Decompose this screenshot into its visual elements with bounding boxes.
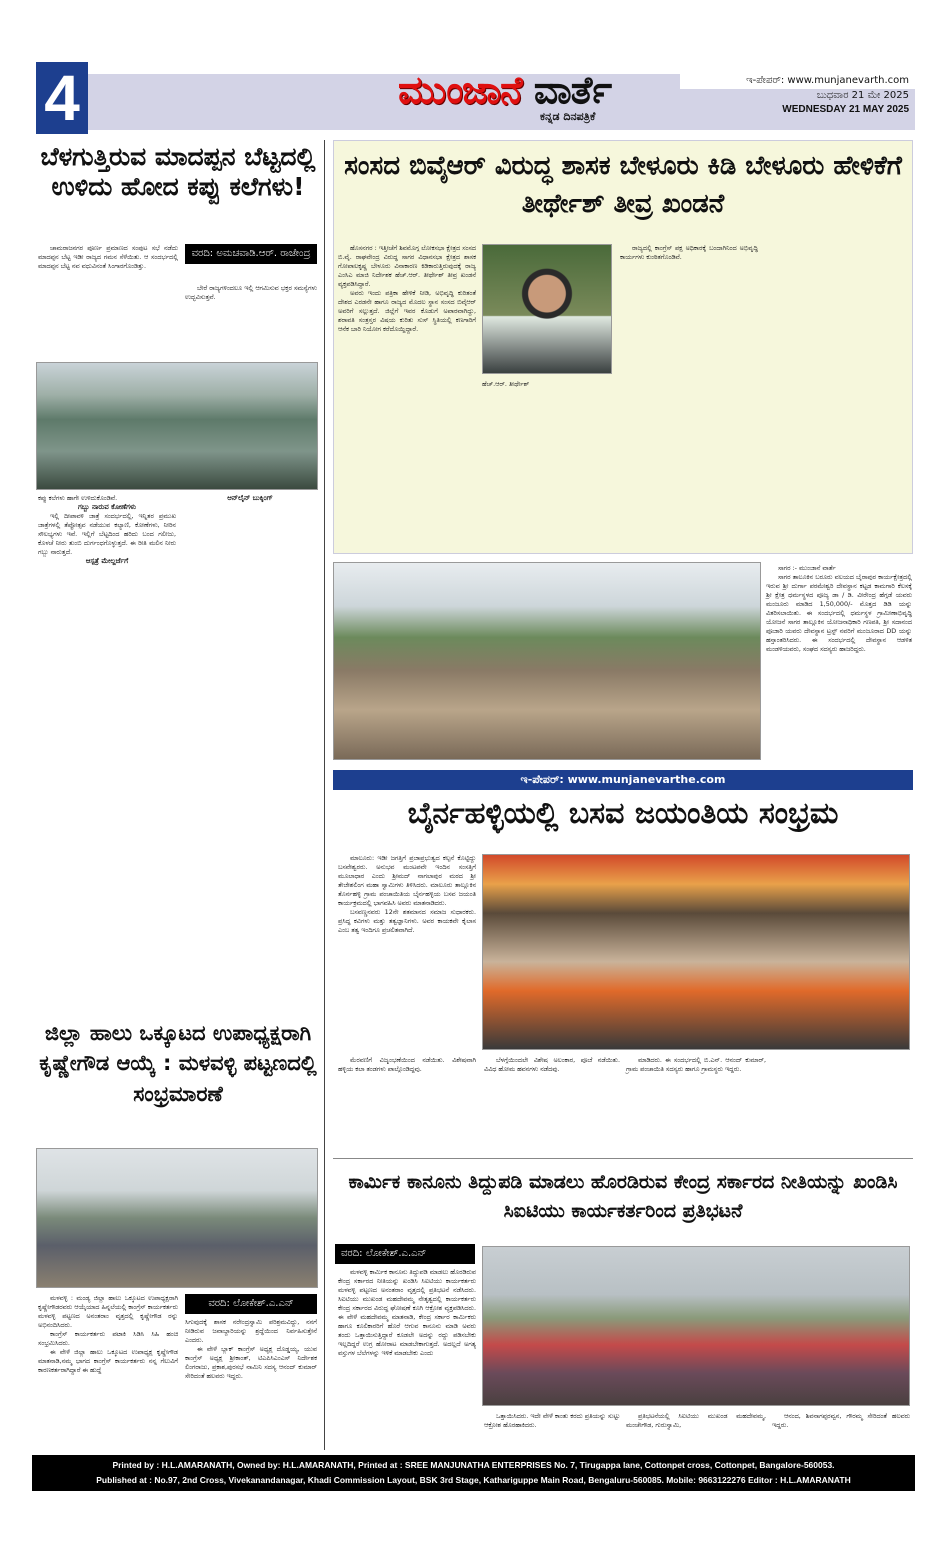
paragraph: ಪ್ರತಿಭಟನೆಯಲ್ಲಿ ಸಿಐಟಿಯು ಮುಖಂಡ ಮಹದೇವಮ್ಮ, ಮಂಚೇಗೌಡ, ಗುರುಸ್ವಾಮಿ, bbox=[626, 1412, 766, 1429]
article6-headline: ಕಾರ್ಮಿಕ ಕಾನೂನು ತಿದ್ದುಪಡಿ ಮಾಡಲು ಹೊರಡಿರುವ ಕೇಂದ್ರ ಸರ್ಕಾರದ ನೀತಿಯನ್ನು ಖಂಡಿಸಿ ಸಿಐಟಿಯು ಕಾರ್ಯಕರ್ತರಿಂದ ಪ್ರತಿಭಟನೆ bbox=[348, 1171, 898, 1222]
article4-col1 bbox=[338, 854, 476, 935]
protest-photo bbox=[482, 1246, 910, 1406]
subheading: ಆನ್‌ಲೈನ್ ಬುಕ್ಕಿಂಗ್ bbox=[227, 494, 273, 502]
imprint-line-1: Printed by : H.L.AMARANATH, Owned by: H.L.AMARANATH, Printed at : SREE MANJUNATHA ENTERPRISES No. 7, Tirugappa lane, Cottonpet cross, Cottonpet, Bangalore-560053. bbox=[112, 1460, 835, 1470]
date-kannada: ಬುಧವಾರ 21 ಮೇ 2025 bbox=[816, 90, 909, 101]
paragraph: ಮಾಡಿದರು. ಈ ಸಂದರ್ಭದಲ್ಲಿ ಬಿ.ಎನ್. ಆನಂದ್ ಕುಮಾರ್, ಗ್ರಾಮ ಪಂಚಾಯಿತಿ ಸದಸ್ಯರು ಹಾಗೂ ಗ್ರಾಮಸ್ಥರು ಇದ್ದರು. bbox=[626, 1056, 766, 1073]
paragraph: ಒತ್ತಾಯಿಸಿದರು. ಇದೇ ವೇಳೆ ಕಾಂತು ಕರದು ಪ್ರತಿಯನ್ನು ಸುಟ್ಟು ಆಕ್ರೋಶ ಹೊರಹಾಕಿದರು. bbox=[484, 1412, 620, 1429]
article4-col3 bbox=[626, 1056, 766, 1074]
article3-text bbox=[766, 564, 912, 654]
article6-col4 bbox=[772, 1412, 910, 1430]
page-number: 4 bbox=[36, 62, 88, 134]
article6-col2 bbox=[484, 1412, 620, 1430]
logo-black: ವಾರ್ತೆ bbox=[533, 68, 612, 112]
epaper-link[interactable]: ಇ-ಪೇಪರ್: www.munjanevarth.com bbox=[680, 73, 915, 89]
article1-intro bbox=[38, 244, 178, 271]
article1-col1 bbox=[38, 494, 176, 566]
article5-byline: ವರದಿ: ಲೋಕೇಶ್.ಎ.ಎನ್ bbox=[185, 1294, 317, 1314]
epaper-divider[interactable]: ಇ-ಪೇಪರ್: www.munjanevarthe.com bbox=[333, 770, 913, 790]
paragraph: ಮಾಲೂರು: ಇಡೀ ಜಗತ್ತಿಗೆ ಪ್ರಜಾಪ್ರಭುತ್ವದ ಕಲ್ಪನೆ ಕೊಟ್ಟಿದ್ದು ಬಸವೇಶ್ವರರು. ಅನುಭವ ಮಂಟಪವೇ ಇಂದಿನ ಸಂಸತ್ತಿಗೆ ಮೂಲಾಧಾರ ಎಂದು ಶ್ರೀಮದ್ ನಾಗಲಾಪುರ ಮಠದ ಶ್ರೀ ತೇಜೇಶಲಿಂಗ ಮಹಾ ಸ್ವಾಮಿಗಳು ತಿಳಿಸಿದರು. ಮಾಲೂರು ತಾಲ್ಲೂಕಿನ ತೊರ್ನಹಳ್ಳಿ ಗ್ರಾಮ ಪಂಚಾಯಿತಿಯ ಬೈರ್ನಹಳ್ಳಿಯ ಬಸವ ಜಯಂತಿ ಕಾರ್ಯಕ್ರಮದಲ್ಲಿ ಭಾಗವಹಿಸಿ ಅವರು ಮಾತನಾಡಿದರು. bbox=[338, 854, 476, 907]
article4-headline: ಬೈರ್ನಹಳ್ಳಿಯಲ್ಲಿ ಬಸವ ಜಯಂತಿಯ ಸಂಭ್ರಮ bbox=[407, 796, 839, 831]
logo-red: ಮುಂಜಾನೆ bbox=[398, 68, 522, 112]
article1-headline: ಬೆಳಗುತ್ತಿರುವ ಮಾದಪ್ಪನ ಬೆಟ್ಟದಲ್ಲಿ ಉಳಿದು ಹೋದ ಕಪ್ಪು ಕಲೆಗಳು! bbox=[40, 142, 316, 201]
felicitation-photo bbox=[36, 1148, 318, 1288]
article5-col2 bbox=[185, 1318, 317, 1381]
article4-col2 bbox=[484, 1056, 620, 1074]
paragraph: ರಾಜ್ಯದಲ್ಲಿ ಕಾಂಗ್ರೆಸ್ ಪಕ್ಷ ಅಧಿಕಾರಕ್ಕೆ ಬಂದಾಗಿನಿಂದ ಅಭಿವೃದ್ಧಿ ಕಾರ್ಯಗಳು ಕುಂಠಿತಗೊಂಡಿವೆ. bbox=[620, 244, 758, 261]
paragraph: ಸಿಗುವುದಕ್ಕೆ ಶಾಸಕ ನರೇಂದ್ರಸ್ವಾಮಿ ಪರಿಶ್ರಮವಿದ್ದು, ನನಗೆ ನೀಡಿರುವ ಜವಾಬ್ದಾರಿಯನ್ನು ಶ್ರದ್ಧೆಯಿಂದ ನಿರ್ವಹಿಸುತ್ತೇನೆ ಎಂದರು. bbox=[185, 1318, 317, 1344]
paragraph: ಬೇರೆ ರಾಜ್ಯಗಳಿಂದಲೂ ಇಲ್ಲಿ ಆಗಮಿಸುವ ಭಕ್ತರ ಸಮಸ್ಯೆಗಳು ಉದ್ಭವಿಸುತ್ತವೆ. bbox=[185, 284, 317, 301]
temple-pond-photo bbox=[36, 362, 318, 490]
date-english: WEDNESDAY 21 MAY 2025 bbox=[782, 104, 909, 115]
article2-col2 bbox=[482, 380, 612, 389]
article6-col1 bbox=[338, 1268, 476, 1358]
article1-byline: ವರದಿ: ಅಮಚವಾಡಿ.ಆರ್. ರಾಜೇಂದ್ರ bbox=[185, 244, 317, 264]
article5-headline: ಜಿಲ್ಲಾ ಹಾಲು ಒಕ್ಕೂಟದ ಉಪಾಧ್ಯಕ್ಷರಾಗಿ ಕೃಷ್ಣೇಗೌಡ ಆಯ್ಕೆ : ಮಳವಳ್ಳಿ ಪಟ್ಟಣದಲ್ಲಿ ಸಂಭ್ರಮಾರಣೆ bbox=[39, 1021, 317, 1106]
imprint-footer bbox=[32, 1455, 915, 1491]
paragraph: ಈ ವೇಳೆ ಜಿಲ್ಲಾ ಹಾಲು ಒಕ್ಕೂಟದ ಉಪಾಧ್ಯಕ್ಷ ಕೃಷ್ಣೇಗೌಡ ಮಾತನಾಡಿ,ನಮ್ಮ ಭಾಗದ ಕಾಂಗ್ರೆಸ್ ಕಾರ್ಯಕರ್ತರು ನನ್ನ ಗೆಲುವಿಗೆ ಕಾರಣಕರ್ತರಾಗಿದ್ದಾರೆ ಈ ಹುದ್ದೆ bbox=[38, 1348, 178, 1374]
paragraph: ಆನಂದ, ಶಿವನಾಗಪ್ಪರವ್ವನ, ಗೌರಮ್ಮ ಸೇರಿದಂತೆ ಹಲವರು ಇದ್ದರು. bbox=[772, 1412, 910, 1429]
paragraph: ಇಲ್ಲಿ ದೀಪಾವಳಿ ಜಾತ್ರೆ ಸಂದರ್ಭದಲ್ಲಿ, ಇನ್ನಿತರ ಪ್ರಮುಖ ಜಾತ್ರೆಗಳಲ್ಲಿ ತೆಪ್ಪೋತ್ಸವ ನಡೆಯುವ ಕಲ್ಯಾಣಿ, ಕೋಣೆಗಳು, ನೀರಿನ ಸೌಲಭ್ಯಗಳು ಇವೆ. ಇಲ್ಲಿಗೆ ಬೆಟ್ಟದಿಂದ ಹರಿದು ಬಂದ ಗಲೀಜು, ಕೊಳಚೆ ನೀರು ತುಂಬಿ ದುರ್ಗಂಧಗೊಳ್ಳುತ್ತದೆ. ಈ ರೀತಿ ಮಲಿನ ನೀರು ಗಬ್ಬು ನಾರುತ್ತದೆ. bbox=[38, 512, 176, 556]
newspaper-logo bbox=[398, 68, 611, 113]
paragraph: ಸಾಗರ :- ಮುಂಜಾನೆ ವಾರ್ತೆ bbox=[778, 564, 836, 572]
article1-col2 bbox=[182, 494, 318, 503]
tagline: ಕನ್ನಡ ದಿನಪತ್ರಿಕೆ bbox=[540, 110, 596, 123]
subheading: ಆಸ್ಪತ್ರೆ ಮೇಲ್ದರ್ಜೆಗೆ bbox=[85, 557, 129, 565]
article2-col3 bbox=[620, 244, 758, 262]
paragraph: ಕಾಂಗ್ರೆಸ್ ಕಾರ್ಯಕರ್ತರು ಪಟಾಕಿ ಸಿಡಿಸಿ ಸಿಹಿ ಹಂಚಿ ಸಂಭ್ರಮಿಸಿದರು. bbox=[38, 1330, 178, 1347]
paragraph: ಅವರು ಇಂದು ಪತ್ರಿಕಾ ಹೇಳಿಕೆ ನೀಡಿ, ಅಭಿವೃದ್ಧಿ ಕುರಿತಂತೆ ದೇಶದ ಎರಡನೇ ಹಾಗೂ ರಾಜ್ಯದ ಮೊದಲ ಸ್ಥಾನ ಸಂಸದ ಬಿವೈಆರ್ ಅವರಿಗೆ ಸಲ್ಲುತ್ತದೆ. ಜಿಲ್ಲೆಗೆ ಇವರ ಕೊಡುಗೆ ಅಪಾರವಾಗಿದ್ದು, ಶರಾವತಿ ಸಂತ್ರಸ್ತರ ವಿಷಯ ಕುರಿತು ಸುಸ್ ಸ್ಥಿತಿಯಲ್ಲಿ ಕಣಗಾರಿಗೆ ಆನೆಕ ಬಾರಿ ನಿಯೋಗ ಕರೆದೊಯ್ದಿದ್ದಾರೆ. bbox=[338, 289, 476, 333]
article4-col1b bbox=[338, 1056, 476, 1074]
paragraph: ಮಳವಳ್ಳಿ ಕಾರ್ಮಿಕ ಕಾನೂನು ತಿದ್ದುಪಡಿ ಮಾಡಲು ಹೊರಡಿರುವ ಕೇಂದ್ರ ಸರ್ಕಾರದ ನೀತಿಯನ್ನು ಖಂಡಿಸಿ ಸಿಐಟಿಯು ಕಾರ್ಯಕರ್ತರು ಮಳವಳ್ಳಿ ಪಟ್ಟಣದ ಅನಂತರಾಂ ವೃತ್ತದಲ್ಲಿ ಪ್ರತಿಭಟನೆ ನಡೆಸಿದರು. ಸಿಐಟಿಯು ಮುಖಂಡ ಮಹದೇವಮ್ಮ ನೇತೃತ್ವದಲ್ಲಿ ಕಾರ್ಯಕರ್ತರು ಕೇಂದ್ರ ಸರ್ಕಾರದ ವಿರುದ್ಧ ಘೋಷಣೆ ಕೂಗಿ ಆಕ್ರೋಶ ವ್ಯಕ್ತಪಡಿಸಿದರು. ಈ ವೇಳೆ ಮಹದೇವಮ್ಮ ಮಾತನಾಡಿ, ಕೇಂದ್ರ ಸರ್ಕಾರ ಕಾರ್ಮಿಕರು ಹಾಗೂ ಕೂಲಿಕಾರರಿಗೆ ಹೊರೆ ಆಗುವ ಕಾನೂನು ಮಾಡಿ ಅವರು ತಂದು ಒತ್ತಾಯಿಸುತ್ತಿದ್ದಾರೆ ಕೂಡಲೇ ಅದನ್ನು ರದ್ದು ಪಡಿಸಬೇಕು ಇಲ್ಲದಿದ್ದರೆ ಉಗ್ರ ಹೋರಾಟ ಮಾಡಬೇಕಾಗುತ್ತದೆ. ಅದಲ್ಲದೆ ಅಗತ್ಯ ವಸ್ತುಗಳ ಬೆಲೆಗಳನ್ನು ಇಳಿಕೆ ಮಾಡಬೇಕು ಎಂದು bbox=[338, 1268, 476, 1357]
temple-donation-photo bbox=[333, 562, 761, 760]
imprint-line-2: Published at : No.97, 2nd Cross, Vivekanandanagar, Khadi Commission Layout, BSK 3rd Stage, Kathariguppe Main Road, Bengaluru-560085. Mobile: 9663122276 Editor : H.L.AMARANATH bbox=[96, 1475, 851, 1485]
paragraph: ಚಾಮರಾಜನಗರ ಪೂರ್ಣ ಪ್ರಮಾಣದ ಸಂಪುಟ ಸಭೆ ನಡೆದು ಮಾದಪ್ಪನ ಬೆಟ್ಟ ಇಡೀ ರಾಜ್ಯದ ಗಮನ ಸೆಳೆಯಿತು. ಆ ಸಂದರ್ಭದಲ್ಲಿ ಮಾದಪ್ಪನ ಬೆಟ್ಟ ನವ ವಧುವಿನಂತೆ ಸಿಂಗಾರಗೊಂಡಿತ್ತು. bbox=[38, 244, 178, 270]
article1-para2 bbox=[185, 284, 317, 302]
section-divider bbox=[333, 1158, 913, 1159]
portrait-photo bbox=[482, 244, 612, 374]
paragraph: ಹೊಸನಗರ : ಇತ್ತೀಚೆಗೆ ಶಿವಮೊಗ್ಗ ಲೋಕಸಭಾ ಕ್ಷೇತ್ರದ ಸಂಸದ ಬಿ.ವೈ. ರಾಘವೇಂದ್ರ ವಿರುದ್ಧ ಸಾಗರ ವಿಧಾನಸಭಾ ಕ್ಷೇತ್ರದ ಶಾಸಕ ಗೋಪಾಲಕೃಷ್ಣ ಬೇಳೂರು ವಿನಾಕಾರಣ ಕಿಡಿಕಾರುತ್ತಿರುವುದಕ್ಕೆ ರಾಜ್ಯ ಎಂಸಿಎ ಮಾಜಿ ನಿರ್ದೇಶಕ ಹೆಚ್.ಆರ್. ತೀರ್ಥೇಶ್ ತೀವ್ರ ಖಂಡನೆ ವ್ಯಕ್ತಪಡಿಸಿದ್ದಾರೆ. bbox=[338, 244, 476, 288]
paragraph: ಕಪ್ಪು ಕಲೆಗಳು ಹಾಗೇ ಉಳಿದುಕೊಂಡಿವೆ. bbox=[38, 494, 118, 502]
paragraph: ಮೆರವಣಿಗೆ ವಿಜೃಂಭಣೆಯಿಂದ ನಡೆಯಿತು. ವಿಶೇಷವಾಗಿ ಹಳ್ಳಿಯ ಕಲಾ ತಂಡಗಳು ಪಾಲ್ಗೊಂಡಿದ್ದವು. bbox=[338, 1056, 476, 1073]
paragraph: ಬಸವಣ್ಣನವರು 12ನೇ ಶತಮಾನದ ಸಮಾಜ ಸುಧಾರಕರು. ಪ್ರಸಿದ್ಧ ಕವಿಗಳು ಮತ್ತು ತತ್ವಜ್ಞಾನಿಗಳು. ಅವರ ಕಾಯಕವೇ ಕೈಲಾಸ ಎಂಬ ತತ್ವ ಇಂದಿಗೂ ಪ್ರಚಲಿತವಾಗಿದೆ. bbox=[338, 908, 476, 934]
paragraph: ಸಾಗರ ತಾಲೂಕಿನ ಬರೂರು ವಲಯದ ಬೈರಾಪುರ ಕಾರ್ಯಕ್ಷೇತ್ರದಲ್ಲಿ ಇರುವ ಶ್ರೀ ದುರ್ಗಾ ಪರಮೇಶ್ವರಿ ದೇವಸ್ಥಾನ ಕಟ್ಟಡ ಕಾಮಗಾರಿ ಕೆಲಸಕ್ಕೆ ಶ್ರೀ ಕ್ಷೇತ್ರ ಧರ್ಮಸ್ಥಳದ ಪೂಜ್ಯ ಡಾ / ಡಿ. ವೀರೇಂದ್ರ ಹೆಗ್ಗಡೆ ಯವರು ಮಂಜೂರು ಮಾಡಿದ 1,50,000/- ಮೊತ್ತದ ಡಿಡಿ ಯನ್ನು ವಿತರಿಸಲಾಯಿತು. ಈ ಸಂದರ್ಭದಲ್ಲಿ ಧರ್ಮಸ್ಥಳ ಗ್ರಾಮೀಣಾಭಿವೃದ್ಧಿ ಯೋಜನೆ ಸಾಗರ ತಾಲ್ಲೂಕಿನ ಯೋಜನಾಧಿಕಾರಿ ಗಣಪತಿ, ಶ್ರೀ ಸದಾನಂದ ಪೂಜಾರಿ ಯವರು ದೇವಸ್ಥಾನ ಟ್ರಸ್ಟ್ ನವರಿಗೆ ಮಂಜೂರಾದ DD ಯನ್ನು ಹಸ್ತಾಂತರಿಸಿದರು. ಈ ಸಂದರ್ಭದಲ್ಲಿ ದೇವಸ್ಥಾನ ಆಡಳಿತ ಮಂಡಳಿಯವರು, ಸಂಘದ ಸದಸ್ಯರು ಹಾಜರಿದ್ದರು. bbox=[766, 573, 912, 653]
paragraph: ಬೆಳಗ್ಗೆಯಿಂದಲೇ ವಿಶೇಷ ಅಲಂಕಾರ, ಪೂಜೆ ನಡೆಯಿತು. ವಿವಿಧ ಹೋಮ ಹವನಗಳು ನಡೆದವು. bbox=[484, 1056, 620, 1073]
column-divider bbox=[324, 140, 325, 1450]
article5-col1 bbox=[38, 1294, 178, 1375]
article2-col1 bbox=[338, 244, 476, 334]
paragraph: ಮಳವಳ್ಳಿ : ಮಂಡ್ಯ ಜಿಲ್ಲಾ ಹಾಲು ಒಕ್ಕೂಟದ ಉಪಾಧ್ಯಕ್ಷರಾಗಿ ಕೃಷ್ಣೇಗೌಡರವರು ಆಯ್ಕೆಯಾದ ಹಿನ್ನಲೆಯಲ್ಲಿ ಕಾಂಗ್ರೆಸ್ ಕಾರ್ಯಕರ್ತರು ಮಳವಳ್ಳಿ ಪಟ್ಟಣದ ಅನಂತರಾಂ ವೃತ್ತದಲ್ಲಿ ಕೃಷ್ಣೇಗೌಡ ರನ್ನು ಅಭಿನಂದಿಸಿದರು. bbox=[38, 1294, 178, 1329]
article6-byline: ವರದಿ: ಲೋಕೇಶ್.ಎ.ಎನ್ bbox=[335, 1244, 475, 1264]
paragraph: ಈ ವೇಳೆ ಬ್ಲಾಕ್ ಕಾಂಗ್ರೆಸ್ ಅಧ್ಯಕ್ಷ ದೊಡ್ಡಯ್ಯ, ಯುವ ಕಾಂಗ್ರೆಸ್ ಅಧ್ಯಕ್ಷ ಶ್ರೀಕಾಂತ್, ಟಿಎಪಿಸಿಎಂಎಸ್ ನಿರ್ದೇಶಕ ಲಿಂಗರಾಜು, ಪ್ರಕಾಶ,ಪುರಸಭೆ ನಾಮಿನಿ ಸದಸ್ಯ ಆನಂದ್ ಕುಮಾರ್ ಸೇರಿದಂತೆ ಹಲವರು ಇದ್ದರು. bbox=[185, 1345, 317, 1380]
photo-caption: ಹೆಚ್.ಆರ್. ತೀರ್ಥೇಶ್ bbox=[482, 380, 530, 388]
subheading: ಗಬ್ಬು ನಾರುವ ಕೋಣೆಗಳು bbox=[77, 503, 137, 511]
article2-headline: ಸಂಸದ ಬಿವೈಆರ್ ವಿರುದ್ಧ ಶಾಸಕ ಬೇಳೂರು ಕಿಡಿ ಬೇಳೂರು ಹೇಳಿಕೆಗೆ ತೀರ್ಥೇಶ್ ತೀವ್ರ ಖಂಡನೆ bbox=[344, 151, 902, 219]
basava-jayanti-photo bbox=[482, 854, 910, 1050]
article6-col3 bbox=[626, 1412, 766, 1430]
